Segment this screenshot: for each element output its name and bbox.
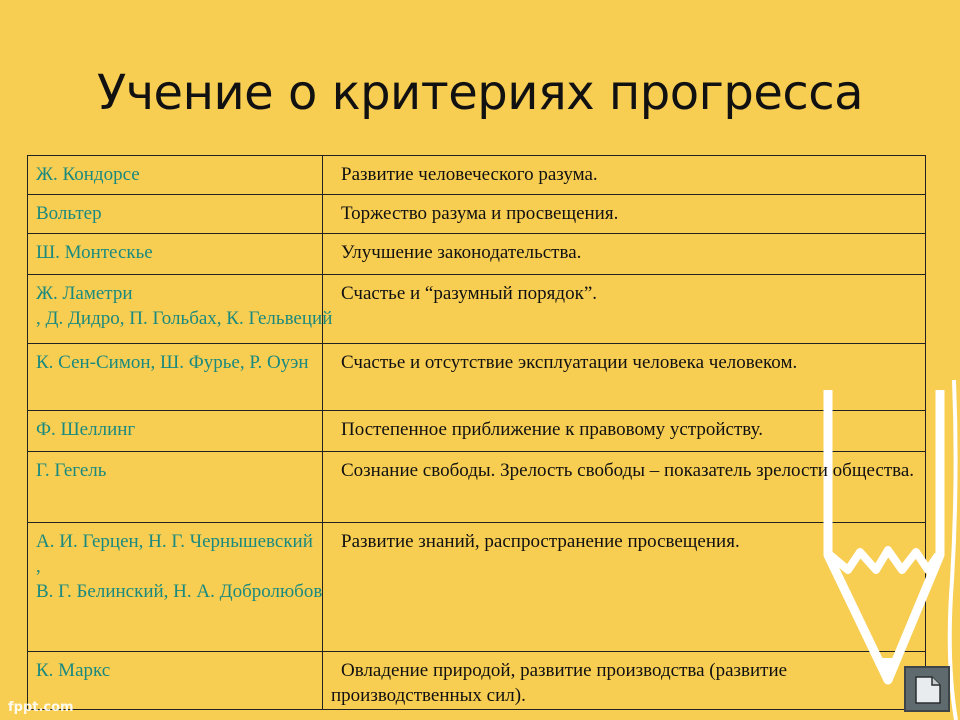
criterion-text: Развитие человеческого разума. [341,164,598,185]
philosopher-cell [28,523,323,652]
philosopher-cell [28,234,323,275]
philosopher-name: Ж. Ламетри [36,283,133,304]
criteria-table [27,155,926,710]
table-row [28,652,926,710]
philosopher-cell [28,275,333,344]
philosopher-cell [28,156,323,195]
table-row [28,523,926,652]
table-row [28,411,926,452]
philosopher-name: , [36,556,41,577]
slide-title: Учение о критериях прогресса [96,65,864,121]
philosopher-name: В. Г. Белинский, Н. А. Добролюбов [36,581,323,602]
table-row [28,344,926,411]
philosopher-cell [28,344,323,411]
criterion-text: Сознание свободы. Зрелость свободы – показатель зрелости общества. [341,460,915,481]
criterion-cell [323,156,926,195]
philosopher-name: К. Сен-Симон, Ш. Фурье, Р. Оуэн [36,352,309,373]
philosopher-cell [28,452,323,523]
table-row [28,234,926,275]
table-row [28,452,926,523]
criterion-text: Улучшение законодательства. [341,242,582,263]
philosopher-cell [28,411,323,452]
table-row [28,195,926,234]
criterion-text: Постепенное приближение к правовому устройству. [341,419,763,440]
philosopher-name: Ж. Кондорсе [36,164,140,185]
philosopher-name: , Д. Дидро, П. Гольбах, К. Гельвеций [36,308,333,329]
philosopher-name: Ф. Шеллинг [36,419,136,440]
document-icon [914,675,942,705]
philosopher-name: Вольтер [36,203,102,224]
criterion-cell [323,234,926,275]
philosopher-name: К. Маркс [36,660,111,681]
criterion-cell [323,275,926,344]
criterion-cell [323,652,926,710]
philosopher-name: Г. Гегель [36,460,107,481]
criterion-text: Торжество разума и просвещения. [341,203,619,224]
criterion-text: Счастье и “разумный порядок”. [341,283,597,304]
criterion-cell [323,195,926,234]
fppt-logo: fppt.com [8,700,74,715]
table-row [28,156,926,195]
philosopher-name: А. И. Герцен, Н. Г. Чернышевский [36,531,313,552]
criterion-text: Развитие знаний, распространение просвещения. [341,531,740,552]
criterion-text: Счастье и отсутствие эксплуатации человека человеком. [341,352,798,373]
philosopher-name: Ш. Монтескье [36,242,153,263]
criterion-text: Овладение природой, развитие производства (развитие производственных сил). [331,660,788,706]
philosopher-cell [28,195,323,234]
table-row [28,275,926,344]
